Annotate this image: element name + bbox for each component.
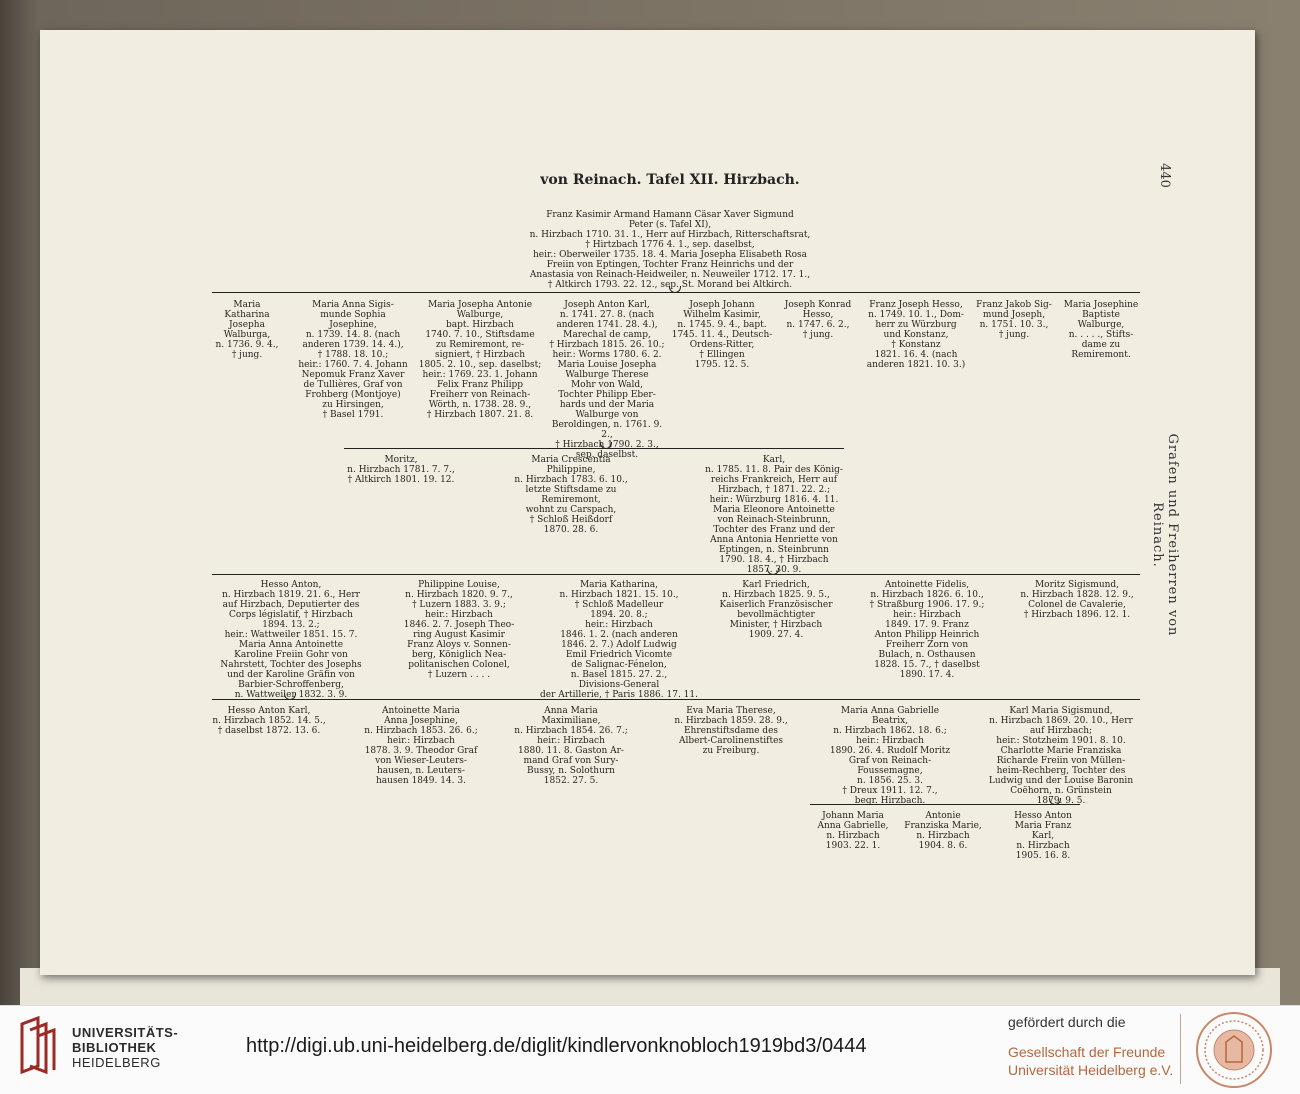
side-title: Grafen und Freiherren von Reinach. bbox=[1150, 433, 1180, 637]
gen4-person-2: Philippine Louise, n. Hirzbach 1820. 9. 7., † Luzern 1883. 3. 9.; heir.: Hirzbach 1846. 2. 7. Joseph Theo- ring August Kasimir Franz Aloys v. Sonnen- berg, Königlich Nea- politanischen Colonel, † Luzern . . . . bbox=[403, 580, 515, 680]
page-title: von Reinach. Tafel XII. Hirzbach. bbox=[540, 172, 800, 188]
gen4-rule bbox=[212, 574, 1140, 575]
gen5-person-1: Hesso Anton Karl, n. Hirzbach 1852. 14. 5., † daselbst 1872. 13. 6. bbox=[212, 706, 326, 736]
sponsor-name-line2: Universität Heidelberg e.V. bbox=[1008, 1062, 1174, 1078]
gen5-person-2: Antoinette Maria Anna Josephine, n. Hirzbach 1853. 26. 6.; heir.: Hirzbach 1878. 3. 9. Theodor Graf von Wieser-Leuters- hausen, n. Leuters- hausen 1849. 14. 3. bbox=[364, 706, 478, 786]
gen2-person-8: Franz Jakob Sig- mund Joseph, n. 1751. 10. 3., † jung. bbox=[976, 300, 1052, 340]
gen2-rule bbox=[212, 292, 1140, 293]
gen6-person-1: Johann Maria Anna Gabrielle, n. Hirzbach 1903. 22. 1. bbox=[817, 811, 889, 851]
university-seal-icon bbox=[1192, 1010, 1276, 1090]
sponsor-name-line1: Gesellschaft der Freunde bbox=[1008, 1044, 1166, 1060]
gen5-person-6: Karl Maria Sigismund, n. Hirzbach 1869. 20. 10., Herr auf Hirzbach; heir.: Stotzheim 1901. 8. 10. Charlotte Marie Franziska Richarde Freiin von Müllen- heim-Rechberg, Tochter des Ludwig und der Louise Baronin Coëhorn, n. Grünstein 1879. 9. 5. bbox=[988, 706, 1134, 806]
gen6-person-2: Antonie Franziska Marie, n. Hirzbach 1904. 8. 6. bbox=[904, 811, 982, 851]
gen2-person-7: Franz Joseph Hesso, n. 1749. 10. 1., Dom- herr zu Würzburg und Konstanz, † Konstanz 1821. 16. 4. (nach anderen 1821. 10. 3.) bbox=[866, 300, 966, 370]
gen4-person-3: Maria Katharina, n. Hirzbach 1821. 15. 10., † Schloß Madelleur 1894. 20. 8.; heir.: Hirzbach 1846. 1. 2. (nach anderen 1846. 2. 7.) Adolf Ludwig Emil Friedrich Vicomte de Salignac-Fénelon, n. Basel 1815. 27. 2., Divisions-General der Artillerie, † Paris 1886. 17. 11. bbox=[539, 580, 698, 700]
gen4-person-1: Hesso Anton, n. Hirzbach 1819. 21. 6., Herr auf Hirzbach, Deputierter des Corps législatif, † Hirzbach 1894. 13. 2.; heir.: Wattweiler 1851. 15. 7. Maria Anna Antoinette Karoline Freiin Gohr von Nahrstett, Tochter des Josephs und der Karoline Gräfin von Barbier-Schroffenberg, n. Wattweiler 1832. 3. 9. bbox=[220, 580, 362, 700]
root-person: Franz Kasimir Armand Hamann Cäsar Xaver Sigmund Peter (s. Tafel XI), n. Hirzbach 1710. 31. 1., Herr auf Hirzbach, Ritterschaftsrat, † Hirtzbach 1776 4. 1., sep. daselbst, heir.: Oberweiler 1735. 18. 4. Maria Josepha Elisabeth Rosa Freiin von Eptingen, Tochter Franz Heinrichs und der Anastasia von Reinach-Heidweiler, n. Neuweiler 1712. 17. 1., † Altkirch 1793. 22. 12., sep. St. Morand bei Altkirch. bbox=[529, 210, 811, 290]
page-number: 440 bbox=[1156, 163, 1172, 188]
gen3-person-2: Maria Crescentia Philippine, n. Hirzbach 1783. 6. 10., letzte Stiftsdame zu Remiremont, wohnt zu Carspach, † Schloß Heißdorf 1870. 28. 6. bbox=[514, 455, 628, 535]
gen2-person-4: Joseph Anton Karl, n. 1741. 27. 8. (nach anderen 1741. 28. 4.), Marechal de camp, † Hirzbach 1815. 26. 10.; heir.: Worms 1780. 6. 2. Maria Louise Josepha Walburge Therese Mohr von Wald, Tochter Philipp Eber- hards und der Maria Walburge von Beroldingen, n. 1761. 9. 2., † Hirzbach 1790. 2. 3., sep. daselbst. bbox=[549, 300, 665, 460]
sponsor-intro: gefördert durch die bbox=[1008, 1014, 1126, 1030]
gen3-person-3: Karl, n. 1785. 11. 8. Pair des König- reichs Frankreich, Herr auf Hirzbach, † 1871. 22. 2.; heir.: Würzburg 1816. 4. 11. Maria Eleonore Antoinette von Reinach-Steinbrunn, Tochter des Franz und der Anna Antonia Henriette von Eptingen, n. Steinbrunn 1790. 18. 4., † Hirzbach 1857. 30. 9. bbox=[705, 455, 843, 575]
gen4-person-5: Antoinette Fidelis, n. Hirzbach 1826. 6. 10., † Straßburg 1906. 17. 9.; heir.: Hirzbach 1849. 17. 9. Franz Anton Philipp Heinrich Freiherr Zorn von Bulach, n. Osthausen 1828. 15. 7., † daselbst 1890. 17. 4. bbox=[869, 580, 985, 680]
gen3-rule bbox=[344, 448, 844, 449]
gen6-person-3: Hesso Anton Maria Franz Karl, n. Hirzbach 1905. 16. 8. bbox=[1014, 811, 1072, 861]
gen2-person-3: Maria Josepha Antonie Walburge, bapt. Hirzbach 1740. 7. 10., Stiftsdame zu Remiremont, re- signiert, † Hirzbach 1805. 2. 10., sep. daselbst; heir.: 1769. 23. 1. Johann Felix Franz Philipp Freiherr von Reinach- Wörth, n. 1738. 28. 9., † Hirzbach 1807. 21. 8. bbox=[418, 300, 542, 420]
gen6-rule bbox=[810, 804, 1080, 805]
gen4-person-6: Moritz Sigismund, n. Hirzbach 1828. 12. 9., Colonel de Cavalerie, † Hirzbach 1896. 12. 1. bbox=[1020, 580, 1134, 620]
permalink-url[interactable]: http://digi.ub.uni-heidelberg.de/diglit/kindlervonknobloch1919bd3/0444 bbox=[246, 1035, 867, 1057]
library-name-line3: HEIDELBERG bbox=[72, 1055, 161, 1070]
gen3-person-1: Moritz, n. Hirzbach 1781. 7. 7., † Altkirch 1801. 19. 12. bbox=[347, 455, 455, 485]
gen5-person-4: Eva Maria Therese, n. Hirzbach 1859. 28. 9., Ehrenstiftsdame des Albert-Carolinenstiftes zu Freiburg. bbox=[674, 706, 788, 756]
footer-divider bbox=[1180, 1014, 1181, 1084]
library-name-line2: BIBLIOTHEK bbox=[72, 1040, 157, 1055]
gen4-person-4: Karl Friedrich, n. Hirzbach 1825. 9. 5., Kaiserlich Französischer bevollmächtigter Minister, † Hirzbach 1909. 27. 4. bbox=[719, 580, 833, 640]
gen2-person-6: Joseph Konrad Hesso, n. 1747. 6. 2., † jung. bbox=[784, 300, 852, 340]
gen2-person-1: Maria Katharina Josepha Walburga, n. 1736. 9. 4., † jung. bbox=[215, 300, 279, 360]
gen5-person-3: Anna Maria Maximiliane, n. Hirzbach 1854. 26. 7.; heir.: Hirzbach 1880. 11. 8. Gaston Ar- mand Graf von Sury- Bussy, n. Solothurn 1852. 27. 5. bbox=[514, 706, 628, 786]
gen2-person-2: Maria Anna Sigis- munde Sophia Josephine, n. 1739. 14. 8. (nach anderen 1739. 14. 4.), † 1788. 18. 10.; heir.: 1760. 7. 4. Johann Nepomuk Franz Xaver de Tullières, Graf von Frohberg (Montjoye) zu Hirsingen, † Basel 1791. bbox=[298, 300, 408, 420]
library-name-line1: UNIVERSITÄTS- bbox=[72, 1025, 179, 1040]
gen5-rule bbox=[212, 699, 1140, 700]
gen5-person-5: Maria Anna Gabrielle Beatrix, n. Hirzbach 1862. 18. 6.; heir.: Hirzbach 1890. 26. 4. Rudolf Moritz Graf von Reinach- Foussemagne, n. 1856. 25. 3. † Dreux 1911. 12. 7., begr. Hirzbach. bbox=[829, 706, 951, 806]
gen2-person-9: Maria Josephine Baptiste Walburge, n. . . . ., Stifts- dame zu Remiremont. bbox=[1063, 300, 1139, 360]
gen2-person-5: Joseph Johann Wilhelm Kasimir, n. 1745. 9. 4., bapt. 1745. 11. 4., Deutsch- Ordens-Ritter, † Ellingen 1795. 12. 5. bbox=[671, 300, 773, 370]
library-logo-icon bbox=[16, 1016, 60, 1074]
viewer-footer bbox=[0, 1005, 1300, 1094]
